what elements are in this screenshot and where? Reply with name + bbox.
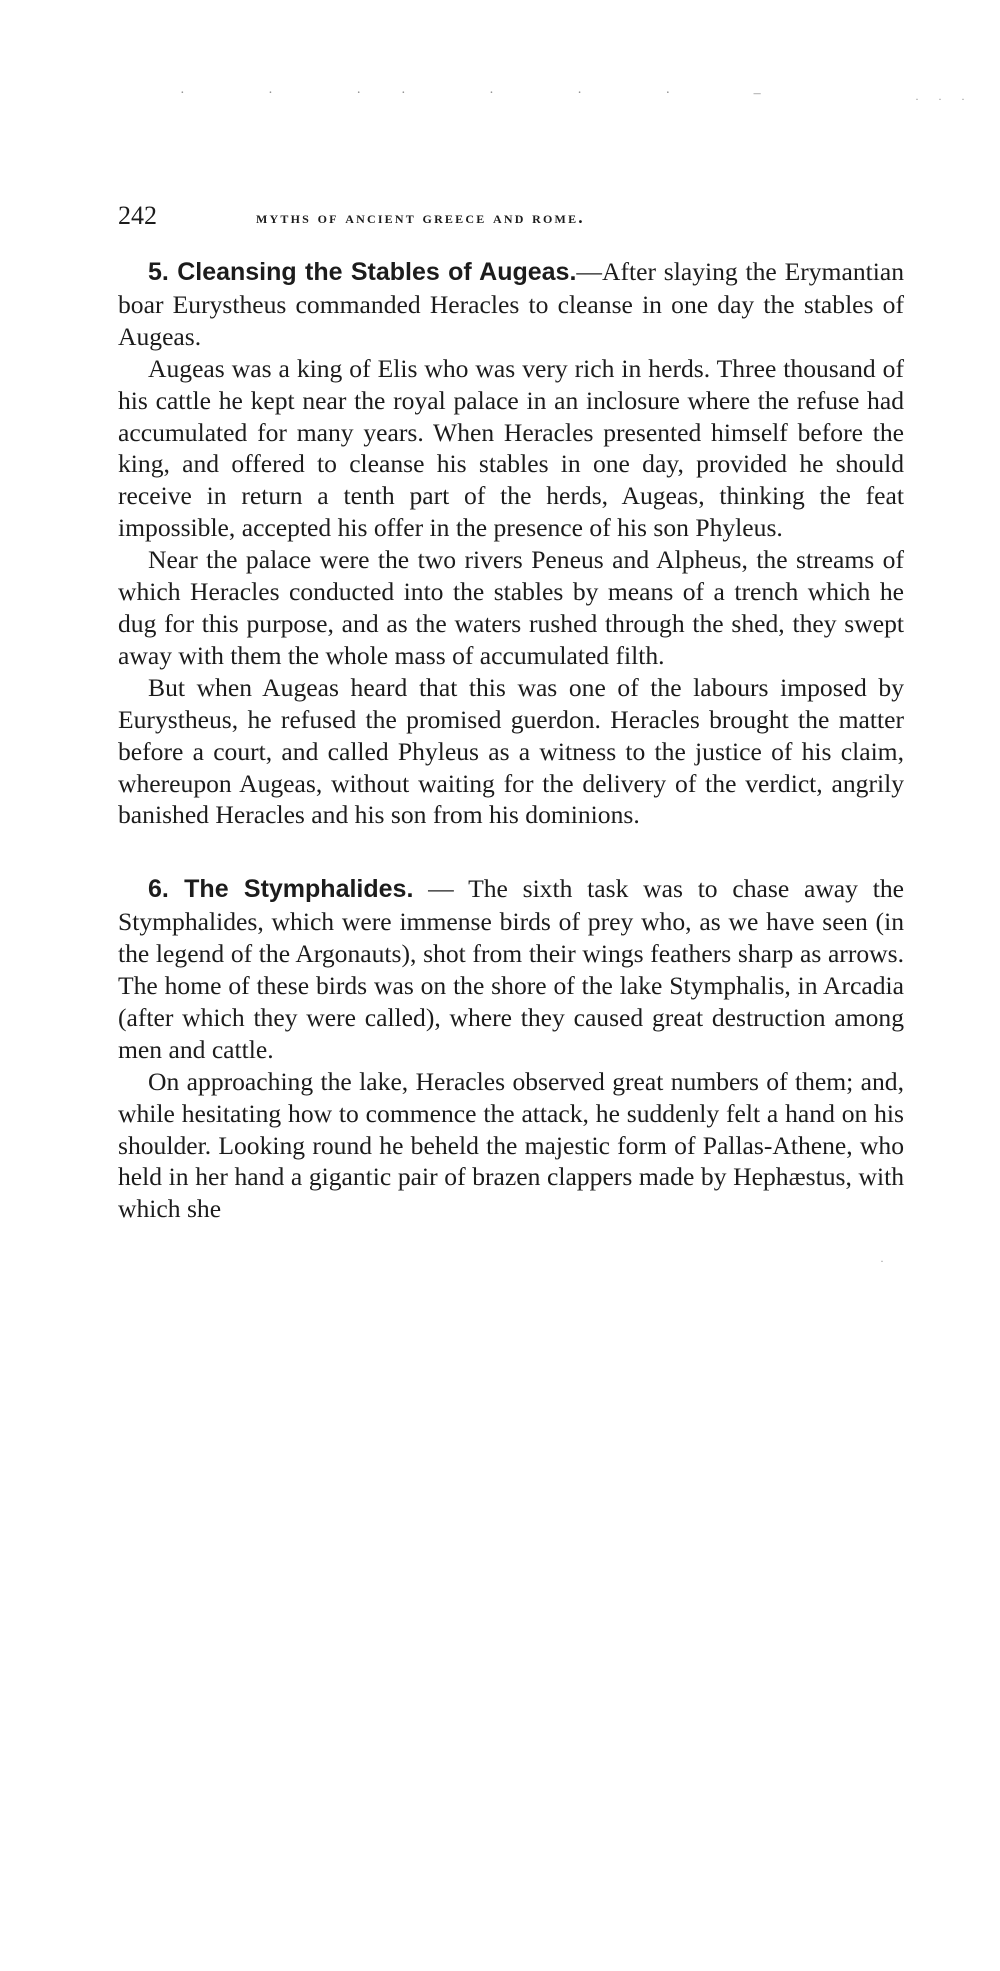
section-lead-text: The sixth task was to chase away the Stymphalides, which were immense birds of prey who, as we have seen (in the legend of the Argonauts), shot from their wings feathers sharp as arrows. The home of these birds was on the shore of the lake Stymphalis, in Arcadia (after which they were called), where they caused great destruction among men and cattle. [118, 874, 904, 1064]
body-text [118, 256, 904, 1225]
running-title: myths of ancient greece and rome. [256, 207, 585, 227]
scan-speck-bottom: · [880, 1254, 884, 1268]
heading-dash: — [576, 257, 602, 286]
paragraph: Near the palace were the two rivers Peneus and Alpheus, the streams of which Heracles conducted into the stables by means of a trench which he dug for this purpose, and as the waters rushed through the shed, they swept away with them the whole mass of accumulated filth. [118, 545, 904, 670]
scan-specks-right: · · · [915, 92, 973, 106]
page-number: 242 [118, 201, 157, 230]
section-5-lead-paragraph [118, 256, 904, 353]
section-6-lead-paragraph [118, 873, 904, 1065]
section-lead-text: After slaying the Erymantian boar Eurystheus commanded Heracles to cleanse in one day the stables of Augeas. [118, 257, 904, 351]
running-header [118, 200, 908, 232]
paragraph: On approaching the lake, Heracles observed great numbers of them; and, while hesitating how to commence the attack, he suddenly felt a hand on his shoulder. Looking round he beheld the majestic form of Pallas-Athene, who held in her hand a gigantic pair of brazen clappers made by Hephæstus, with which she [118, 1066, 904, 1224]
section-heading-stymphalides: 6. The Stymphalides. [148, 875, 414, 904]
section-heading-augeas: 5. Cleansing the Stables of Augeas. [148, 258, 577, 286]
paragraph: Augeas was a king of Elis who was very rich in herds. Three thousand of his cattle he kept near the royal palace in an inclosure where the refuse had accumulated for many years. When Heracles presented himself before the king, and offered to cleanse his stables in one day, provided he should receive in return a tenth part of the herds, Augeas, thinking the feat impossible, accepted his offer in the presence of his son Phyleus. [118, 353, 904, 543]
scan-specks: · · ·· · · · – [180, 86, 801, 101]
section-gap [118, 831, 904, 873]
paragraph: But when Augeas heard that this was one of the labours imposed by Eurystheus, he refused the promised guerdon. Heracles brought the matter before a court, and called Phyleus as a witness to the justice of his claim, whereupon Augeas, without waiting for the delivery of the verdict, angrily banished Heracles and his son from his dominions. [118, 672, 904, 830]
heading-dash: — [413, 874, 469, 904]
